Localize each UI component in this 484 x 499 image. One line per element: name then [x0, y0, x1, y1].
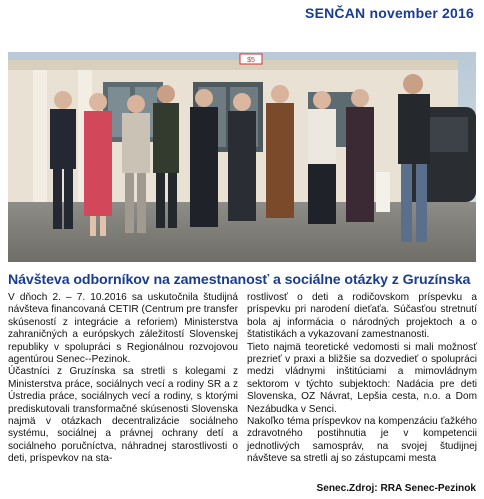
article-paragraph: Nakoľko téma príspevkov na kompenzáciu ťažkého zdravotného postihnutia je v kompetencii jednotlivých samospráv, na svojej študijnej návšteve sa stretli aj so zástupcami mesta — [247, 416, 477, 465]
masthead-title: SENČAN november 2016 — [305, 5, 474, 21]
article-paragraph: rostlivosť o deti a rodičovskom príspevku a príspevku pri narodení dieťaťa. Súčasťou stretnutí bola aj informácia o národných projektoch a o štatistikách a vykazovaní zamestnanosti. — [247, 292, 477, 341]
article-headline: Návšteva odborníkov na zamestnanosť a sociálne otázky z Gruzínska — [8, 272, 471, 288]
group-photo — [8, 52, 476, 262]
masthead — [0, 0, 484, 28]
article-column-right — [247, 292, 477, 466]
article-paragraph: V dňoch 2. – 7. 10.2016 sa uskutočnila študijná návšteva financovaná CETIR (Centrum pre transfer skúseností z integrácie a reforiem) Ministerstva zahraničných a európskych záležitostí Slovenskej republiky v spolupráci s Regionálnou rozvojovou agentúrou Senec--Pezinok. — [8, 292, 239, 366]
article-column-left — [8, 292, 238, 466]
article-paragraph: Tieto najmä teoretické vedomosti si mali možnosť prezrieť v praxi a bližšie sa dozvedieť o spolupráci medzi vládnymi inštitúciami a mimovládnym sektorom v týchto subjektoch: Nadácia pre deti Slovenska, OZ Návrat, Lepšia cesta, n.o. a Dom Nezábudka v Senci. — [247, 341, 477, 415]
building-sign: $5 — [247, 57, 255, 64]
article-paragraph: Účastníci z Gruzínska sa stretli s kolegami z Ministerstva práce, sociálnych vecí a rodiny SR a z Ústredia práce, sociálnych vecí a rodiny, s ktorými prediskutovali transformačné skúsenosti Slovenska najmä v otázkach decentralizácie sociálneho systému, sociálnej a právnej ochrany detí a sociálneho poručníctva, náhradnej starostlivosti o deti, príspevkov na sta- — [8, 366, 238, 465]
article-source: Senec.Zdroj: RRA Senec-Pezinok — [316, 483, 476, 494]
